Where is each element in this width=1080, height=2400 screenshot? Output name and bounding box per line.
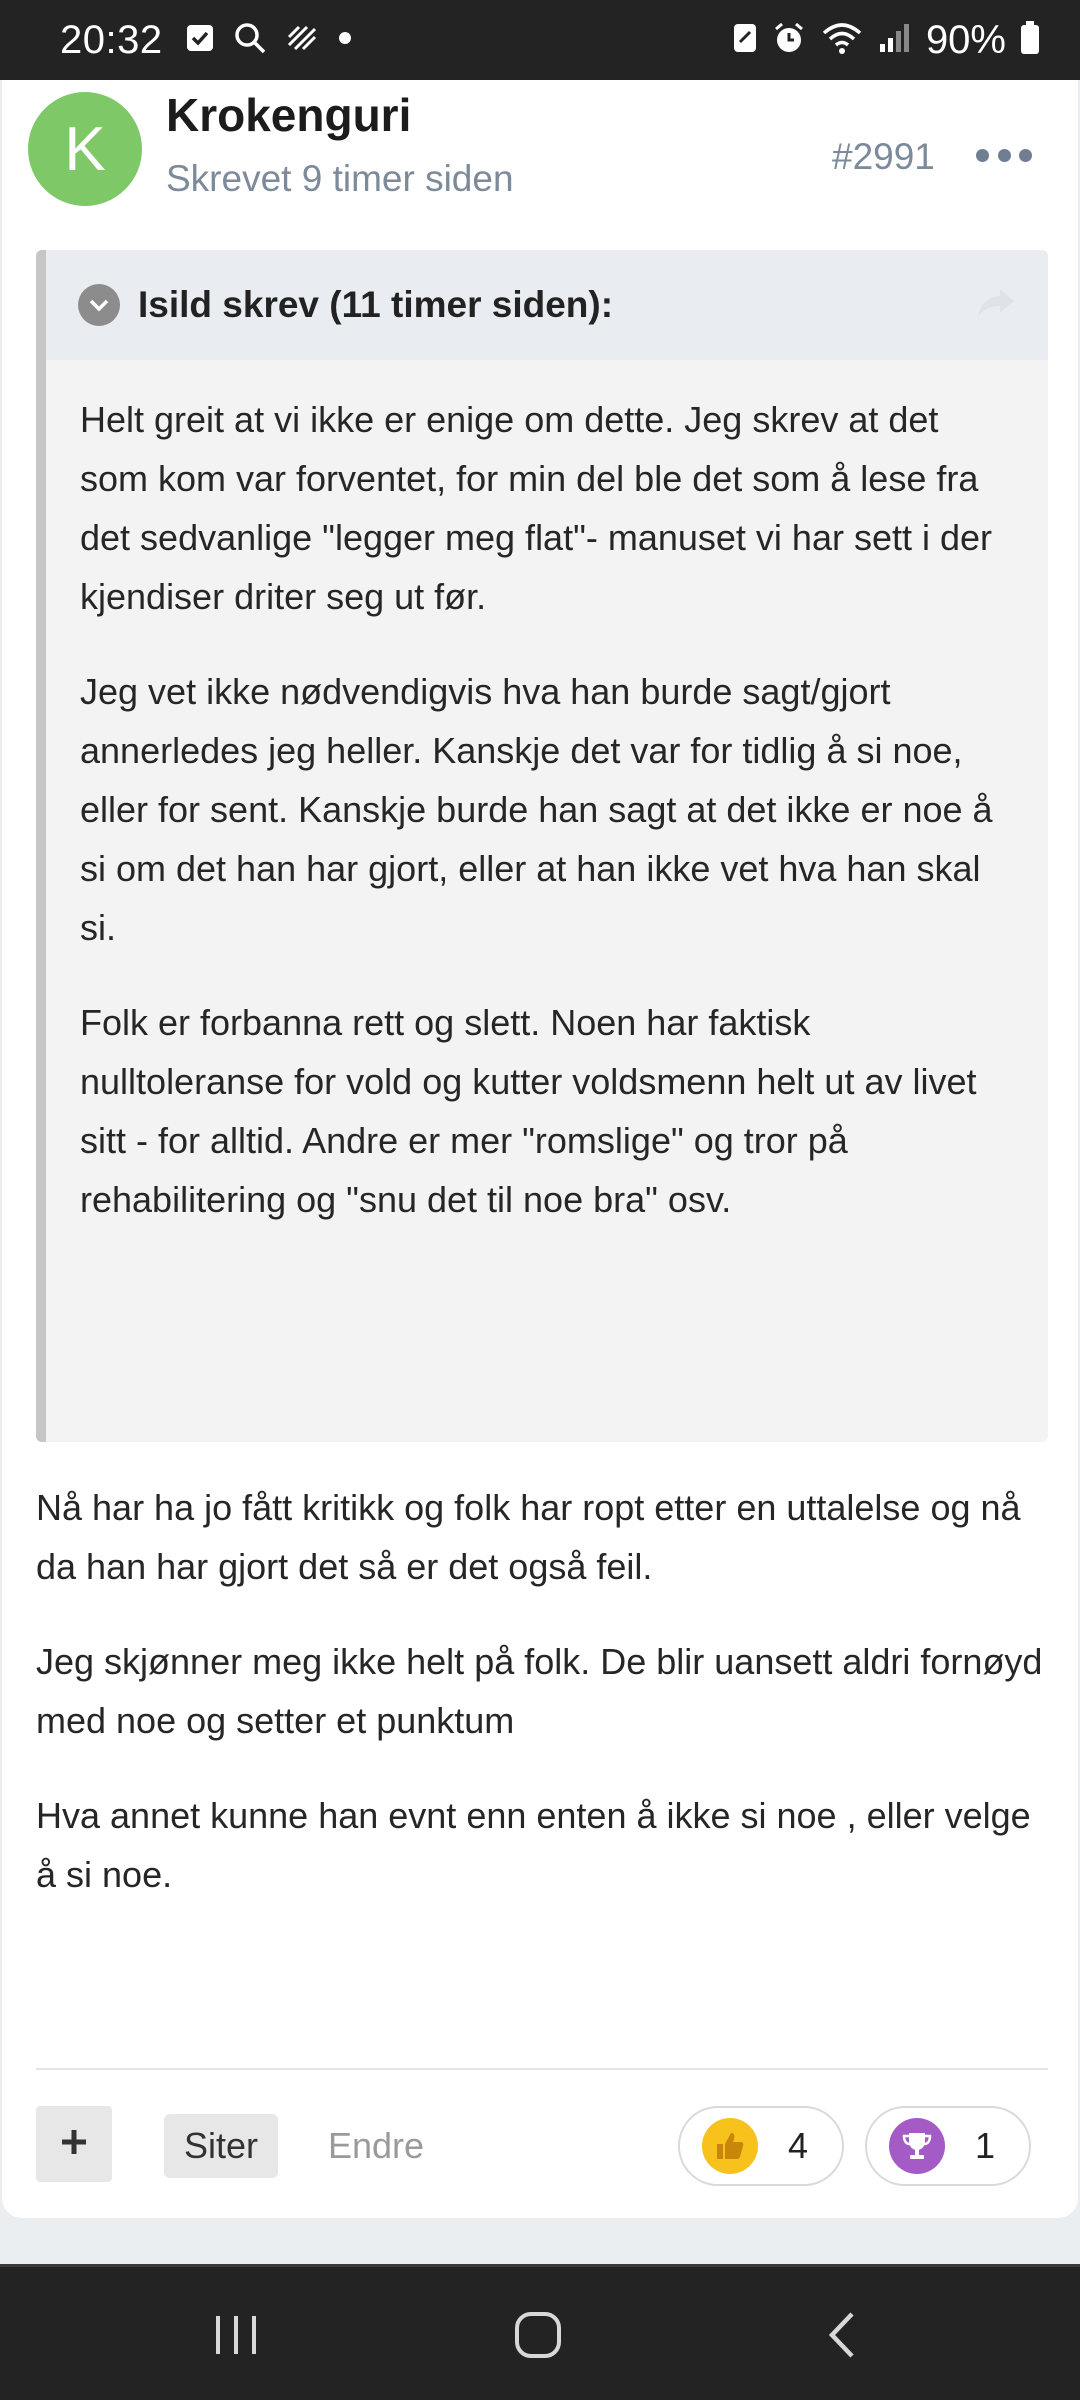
post-card xyxy=(2,80,1078,2218)
nfc-icon xyxy=(732,22,758,59)
post-paragraph: Jeg skjønner meg ikke helt på folk. De blir uansett aldri fornøyd med noe og setter et punktum xyxy=(36,1641,1043,1741)
dot-icon xyxy=(976,149,989,162)
dot-icon xyxy=(998,149,1011,162)
home-icon xyxy=(513,2310,563,2360)
post-body xyxy=(36,1478,1046,1940)
cell-signal-icon xyxy=(878,22,912,59)
battery-percent: 90% xyxy=(925,17,1006,62)
more-options-button[interactable] xyxy=(976,140,1032,170)
back-arrow-icon xyxy=(822,2310,862,2360)
recent-apps-icon xyxy=(212,2312,260,2358)
navigation-bar xyxy=(0,2264,1080,2400)
author-name[interactable]: Krokenguri xyxy=(166,89,412,141)
search-icon xyxy=(233,21,267,60)
post-time: Skrevet 9 timer siden xyxy=(166,158,514,199)
plus-icon xyxy=(59,2127,89,2162)
home-button[interactable] xyxy=(508,2307,568,2363)
chevron-down-icon[interactable] xyxy=(78,284,120,326)
battery-icon xyxy=(1020,21,1040,60)
divider xyxy=(36,2068,1048,2070)
quote-header[interactable] xyxy=(46,250,1048,360)
quote-paragraph: Jeg vet ikke nødvendigvis hva han burde sagt/gjort annerledes jeg heller. Kanskje det var for tidlig å si noe, eller for sent. Kanskje burde han sagt at det ikke er noe å si om det han har gjort, eller at han ikke vet hva han skal si. xyxy=(80,671,993,948)
trophy-count: 1 xyxy=(975,2125,996,2166)
dot-icon xyxy=(337,30,353,51)
trophy-reaction-button[interactable] xyxy=(865,2106,1031,2186)
quote-block xyxy=(36,250,1048,1442)
cite-button[interactable]: Siter xyxy=(164,2114,278,2178)
post-number[interactable]: #2991 xyxy=(832,136,935,177)
checkbox-icon xyxy=(185,23,215,58)
back-button[interactable] xyxy=(812,2307,872,2363)
trophy-icon xyxy=(889,2118,945,2174)
post-paragraph: Nå har ha jo fått kritikk og folk har ropt etter en uttalelse og nå da han har gjort det så er det også feil. xyxy=(36,1487,1021,1587)
recent-apps-button[interactable] xyxy=(206,2307,266,2363)
quote-paragraph: Folk er forbanna rett og slett. Noen har faktisk nulltoleranse for vold og kutter voldsmenn helt ut av livet sitt - for alltid. Andre er mer "romslige" og tror på rehabilitering og "snu det til noe bra" osv. xyxy=(80,1002,977,1220)
like-reaction-button[interactable] xyxy=(678,2106,844,2186)
status-bar xyxy=(0,0,1080,80)
edit-button[interactable]: Endre xyxy=(328,2125,425,2166)
share-arrow-icon[interactable] xyxy=(976,287,1016,324)
signal-lines-icon xyxy=(285,23,319,58)
thumbs-up-icon xyxy=(702,2118,758,2174)
status-time: 20:32 xyxy=(60,17,163,62)
quote-body xyxy=(46,360,1048,1229)
dot-icon xyxy=(1019,149,1032,162)
post-paragraph: Hva annet kunne han evnt enn enten å ikke si noe , eller velge å si noe. xyxy=(36,1795,1031,1895)
like-count: 4 xyxy=(788,2125,809,2166)
avatar[interactable]: K xyxy=(28,92,142,206)
quote-paragraph: Helt greit at vi ikke er enige om dette. Jeg skrev at det som kom var forventet, for min del ble det som å lese fra det sedvanlige "legger meg flat"- manuset vi har sett i der kjendiser driter seg ut før. xyxy=(80,399,993,617)
add-button[interactable] xyxy=(36,2106,112,2182)
wifi-icon xyxy=(820,21,864,60)
alarm-icon xyxy=(772,21,806,60)
quote-title: Isild skrev (11 timer siden): xyxy=(138,284,614,325)
